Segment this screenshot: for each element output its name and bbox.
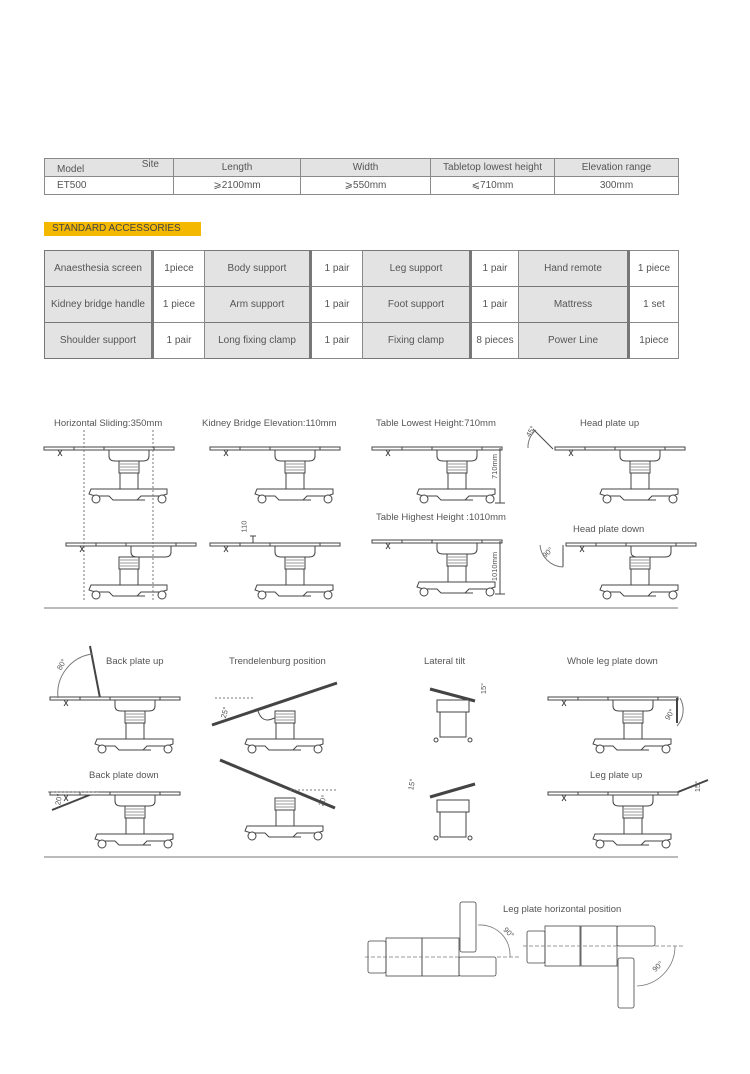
diagram-table-highest [372,540,505,596]
diagram-table-lowest [372,447,505,503]
diagram-whole-leg-down [548,697,683,753]
lowest-value: 710mm [490,453,500,480]
head-down-angle: 90° [540,545,555,560]
header-elevation-range: Elevation range [555,159,679,177]
highest-value: 1010mm [490,551,500,582]
section-divider [44,607,678,609]
whole-leg-angle: 90° [662,707,677,722]
standard-accessories-heading: STANDARD ACCESSORIES [44,222,201,236]
tren-angle-2: 20° [316,793,329,808]
label-leg-plate-up: Leg plate up [590,770,643,781]
diagram-trendelenburg [212,683,337,753]
acc-qty: 1piece [153,251,205,287]
acc-qty: 8 pieces [471,323,519,359]
header-length: Length [174,159,301,177]
label-kidney-bridge: Kidney Bridge Elevation:110mm [202,418,337,429]
tren-angle-1: 25° [218,705,231,720]
model-value: ET500 [45,177,174,195]
acc-name: Shoulder support [45,323,153,359]
label-table-highest: Table Highest Height :1010mm [376,512,506,523]
acc-qty: 1 set [629,287,679,323]
label-head-plate-up: Head plate up [580,418,640,429]
acc-qty: 1 pair [311,323,363,359]
acc-name: Mattress [519,287,629,323]
acc-name: Fixing clamp [363,323,471,359]
diagram-leg-horizontal-left [365,902,520,976]
acc-name: Arm support [205,287,311,323]
header-width: Width [301,159,431,177]
lowest-height-value: ⩽710mm [431,177,555,195]
acc-name: Kidney bridge handle [45,287,153,323]
model-label: Model [57,164,85,175]
lateral-angle-2: 15° [406,778,418,791]
acc-name: Leg support [363,251,471,287]
back-up-angle: 80° [54,657,69,672]
label-lateral-tilt: Lateral tilt [424,656,466,667]
acc-name: Foot support [363,287,471,323]
lateral-angle-1: 15° [479,682,489,695]
diagram-lateral-tilt-reverse [430,784,475,840]
section-divider [44,856,678,858]
acc-qty: 1 pair [311,287,363,323]
leg-h-angle-1: 90° [501,925,516,940]
diagram-kidney-bridge [210,447,340,599]
label-back-plate-up: Back plate up [106,656,164,667]
acc-name: Anaesthesia screen [45,251,153,287]
acc-name: Long fixing clamp [205,323,311,359]
diagram-horizontal-sliding [44,430,196,600]
acc-name: Body support [205,251,311,287]
acc-qty: 1 pair [311,251,363,287]
acc-qty: 1piece [629,323,679,359]
label-back-plate-down: Back plate down [89,770,159,781]
head-up-angle: 45° [523,424,538,439]
acc-qty: 1 piece [153,287,205,323]
header-lowest-height: Tabletop lowest height [431,159,555,177]
acc-qty: 1 pair [471,287,519,323]
back-down-angle: 20° [53,793,65,806]
diagram-leg-plate-up [548,780,708,848]
label-whole-leg-down: Whole leg plate down [567,656,658,667]
kidney-value: 110 [239,520,249,533]
leg-up-angle: 15° [693,780,703,793]
label-table-lowest: Table Lowest Height:710mm [376,418,496,429]
elevation-range-value: 300mm [555,177,679,195]
acc-name: Power Line [519,323,629,359]
acc-name: Hand remote [519,251,629,287]
acc-qty: 1 pair [153,323,205,359]
site-label: Site [141,159,159,170]
label-leg-horizontal: Leg plate horizontal position [503,904,622,915]
label-horizontal-sliding: Horizontal Sliding:350mm [54,418,163,429]
diagram-back-plate-down [48,792,180,848]
acc-qty: 1 piece [629,251,679,287]
diagram-head-plate-down [540,543,696,599]
label-trendelenburg: Trendelenburg position [229,656,326,667]
label-head-plate-down: Head plate down [573,524,645,535]
acc-qty: 1 pair [471,251,519,287]
diagram-lateral-tilt [430,689,475,742]
leg-h-angle-2: 90° [650,959,665,974]
width-value: ⩾550mm [301,177,431,195]
diagram-head-plate-up [528,429,685,503]
length-value: ⩾2100mm [174,177,301,195]
